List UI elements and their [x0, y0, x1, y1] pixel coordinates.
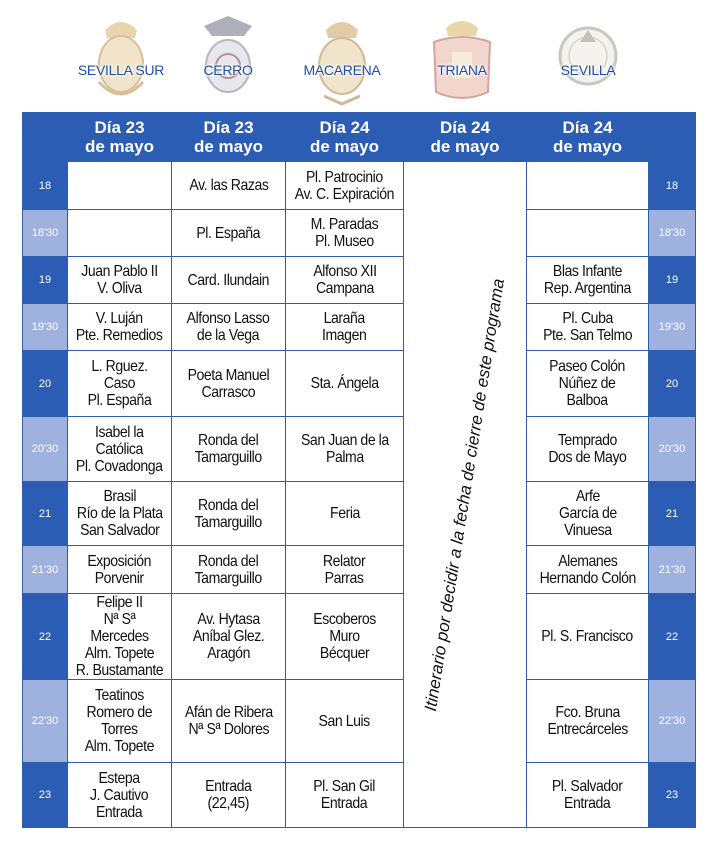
route-text: Laraña Imagen: [322, 310, 367, 344]
route-text: Ronda del Tamarguillo: [194, 432, 263, 466]
route-cell: [172, 763, 286, 828]
route-cell: [527, 546, 649, 594]
route-cell: [527, 680, 649, 763]
crest-icon: [546, 12, 630, 106]
time-cell-left: 22'30: [23, 680, 68, 763]
crest-label: SEVILLA SUR: [77, 62, 165, 78]
route-text: Av. las Razas: [188, 177, 269, 194]
crest-icon: [91, 12, 151, 106]
route-text: Estepa J. Cautivo Entrada: [90, 769, 149, 821]
time-cell-left: 19'30: [23, 304, 68, 351]
route-text: San Luis: [318, 712, 371, 730]
route-cell: [68, 594, 172, 680]
route-text: Pl. Salvador Entrada: [552, 778, 623, 812]
route-cell: [527, 482, 649, 546]
column-day: Día 23: [203, 118, 254, 137]
triana-itinerary-cell: [404, 162, 527, 828]
table-row: [23, 594, 696, 680]
route-cell: [286, 417, 404, 482]
crest-icon: [198, 12, 258, 106]
time-cell-right: 22'30: [649, 680, 696, 763]
route-text: Escoberos Muro Bécquer: [313, 611, 376, 662]
table-row: [23, 351, 696, 417]
route-cell: [286, 546, 404, 594]
route-cell: [68, 546, 172, 594]
route-text: V. Luján Pte. Remedios: [76, 310, 163, 344]
time-cell-left: 18'30: [23, 210, 68, 257]
table-row: [23, 763, 696, 828]
route-cell: [527, 417, 649, 482]
route-cell: [172, 546, 286, 594]
column-month: de mayo: [85, 137, 154, 156]
time-cell-right: 21: [649, 482, 696, 546]
route-text: Alemanes Hernando Colón: [539, 552, 636, 587]
route-text: Ronda del Tamarguillo: [194, 552, 263, 587]
time-cell-left: 18: [23, 162, 68, 210]
route-cell: [68, 351, 172, 417]
schedule-table: [22, 112, 696, 828]
table-row: [23, 210, 696, 257]
crest-sevilla-sur: [69, 6, 173, 110]
route-cell: [286, 594, 404, 680]
table-row: [23, 482, 696, 546]
column-day: Día 24: [319, 118, 370, 137]
table-row: [23, 680, 696, 763]
route-cell: [286, 680, 404, 763]
route-cell: [527, 162, 649, 210]
route-text: Brasil Río de la Plata San Salvador: [76, 488, 163, 539]
route-text: Isabel la Católica Pl. Covadonga: [76, 423, 163, 475]
route-text: Afán de Ribera Nª Sª Dolores: [184, 704, 273, 738]
crest-icon: [312, 12, 372, 106]
route-cell: [172, 680, 286, 763]
route-cell: [527, 210, 649, 257]
column-header: [527, 113, 649, 162]
crest-label: TRIANA: [437, 62, 487, 78]
time-cell-left: 23: [23, 763, 68, 828]
route-cell: [286, 257, 404, 304]
route-text: Arfe García de Vinuesa: [558, 488, 617, 539]
route-text: Blas Infante Rep. Argentina: [543, 263, 631, 297]
route-cell: [286, 351, 404, 417]
route-cell: [68, 304, 172, 351]
route-text: Relator Parras: [323, 552, 366, 587]
time-cell-right: 20'30: [649, 417, 696, 482]
time-cell-left: 19: [23, 257, 68, 304]
route-cell: [172, 351, 286, 417]
table-row: [23, 257, 696, 304]
time-cell-right: 20: [649, 351, 696, 417]
time-cell-left: 21: [23, 482, 68, 546]
route-text: Pl. Cuba Pte. San Telmo: [542, 310, 633, 344]
route-cell: [172, 482, 286, 546]
triana-note: Itinerario por decidir a la fecha de cierre de este programa: [420, 276, 509, 712]
time-cell-right: 23: [649, 763, 696, 828]
route-text: Entrada (22,45): [205, 778, 252, 812]
route-text: Pl. S. Francisco: [541, 628, 634, 645]
route-text: Alfonso Lasso de la Vega: [187, 310, 270, 344]
route-cell: [172, 257, 286, 304]
route-cell: [68, 763, 172, 828]
route-cell: [68, 680, 172, 763]
route-cell: [68, 417, 172, 482]
crest-cerro: [176, 6, 280, 110]
route-cell: [527, 763, 649, 828]
route-text: L. Rguez. Caso Pl. España: [87, 358, 152, 409]
column-header: [404, 113, 527, 162]
route-cell: [527, 351, 649, 417]
route-text: Card. Ilundain: [187, 271, 270, 289]
route-text: Teatinos Romero de Torres Alm. Topete: [84, 687, 155, 755]
column-day: Día 24: [439, 118, 491, 137]
route-text: Sta. Ángela: [310, 375, 379, 392]
route-cell: [172, 162, 286, 210]
time-cell-left: 20: [23, 351, 68, 417]
time-cell-right: 18: [649, 162, 696, 210]
route-cell: [68, 482, 172, 546]
column-month: de mayo: [553, 137, 622, 156]
route-text: Fco. Bruna Entrecárceles: [547, 704, 628, 738]
route-cell: [68, 257, 172, 304]
corner-cell: [649, 113, 696, 162]
column-header: [286, 113, 404, 162]
route-text: Alfonso XII Campana: [312, 263, 377, 297]
route-cell: [527, 304, 649, 351]
route-cell: [172, 417, 286, 482]
table-row: [23, 546, 696, 594]
route-text: Av. Hytasa Aníbal Glez. Aragón: [192, 611, 265, 662]
route-text: Juan Pablo II V. Oliva: [81, 263, 158, 297]
column-month: de mayo: [194, 137, 263, 156]
route-text: M. Paradas Pl. Museo: [310, 216, 379, 250]
route-cell: [527, 594, 649, 680]
route-text: Pl. Patrocinio Av. C. Expiración: [294, 168, 395, 203]
crest-label: SEVILLA: [560, 62, 616, 78]
route-text: Felipe II Nª Sª Mercedes Alm. Topete R. Bustamante: [75, 594, 164, 679]
route-cell: [68, 210, 172, 257]
route-text: Ronda del Tamarguillo: [194, 496, 263, 531]
route-cell: [286, 210, 404, 257]
route-text: Exposición Porvenir: [87, 552, 152, 587]
time-cell-right: 19: [649, 257, 696, 304]
route-cell: [172, 304, 286, 351]
time-cell-right: 18'30: [649, 210, 696, 257]
route-cell: [286, 763, 404, 828]
route-cell: [286, 304, 404, 351]
time-cell-left: 20'30: [23, 417, 68, 482]
route-text: San Juan de la Palma: [300, 432, 389, 466]
route-cell: [527, 257, 649, 304]
column-month: de mayo: [310, 137, 379, 156]
corner-cell: [23, 113, 68, 162]
route-cell: [172, 594, 286, 680]
route-text: Paseo Colón Núñez de Balboa: [549, 358, 626, 409]
column-month: de mayo: [430, 137, 500, 156]
route-text: Pl. España: [196, 224, 261, 242]
route-cell: [172, 210, 286, 257]
time-cell-right: 19'30: [649, 304, 696, 351]
time-cell-left: 22: [23, 594, 68, 680]
column-day: Día 23: [94, 118, 145, 137]
column-day: Día 24: [562, 118, 613, 137]
route-text: Pl. San Gil Entrada: [313, 778, 376, 812]
column-header: [68, 113, 172, 162]
crest-macarena: [290, 6, 394, 110]
time-cell-left: 21'30: [23, 546, 68, 594]
crest-label: CERRO: [203, 62, 253, 78]
crest-triana: [410, 6, 514, 110]
table-row: [23, 162, 696, 210]
time-cell-right: 21'30: [649, 546, 696, 594]
crest-icon: [432, 12, 492, 106]
crest-label: MACARENA: [303, 62, 381, 78]
route-text: Poeta Manuel Carrasco: [187, 366, 270, 401]
route-text: Temprado Dos de Mayo: [548, 432, 627, 466]
route-text: Feria: [329, 505, 360, 522]
table-row: [23, 417, 696, 482]
route-cell: [286, 482, 404, 546]
header-row: [23, 113, 696, 162]
route-cell: [68, 162, 172, 210]
crest-header: [0, 0, 712, 112]
table-row: [23, 304, 696, 351]
column-header: [172, 113, 286, 162]
time-cell-right: 22: [649, 594, 696, 680]
crest-sevilla: [536, 6, 640, 110]
route-cell: [286, 162, 404, 210]
